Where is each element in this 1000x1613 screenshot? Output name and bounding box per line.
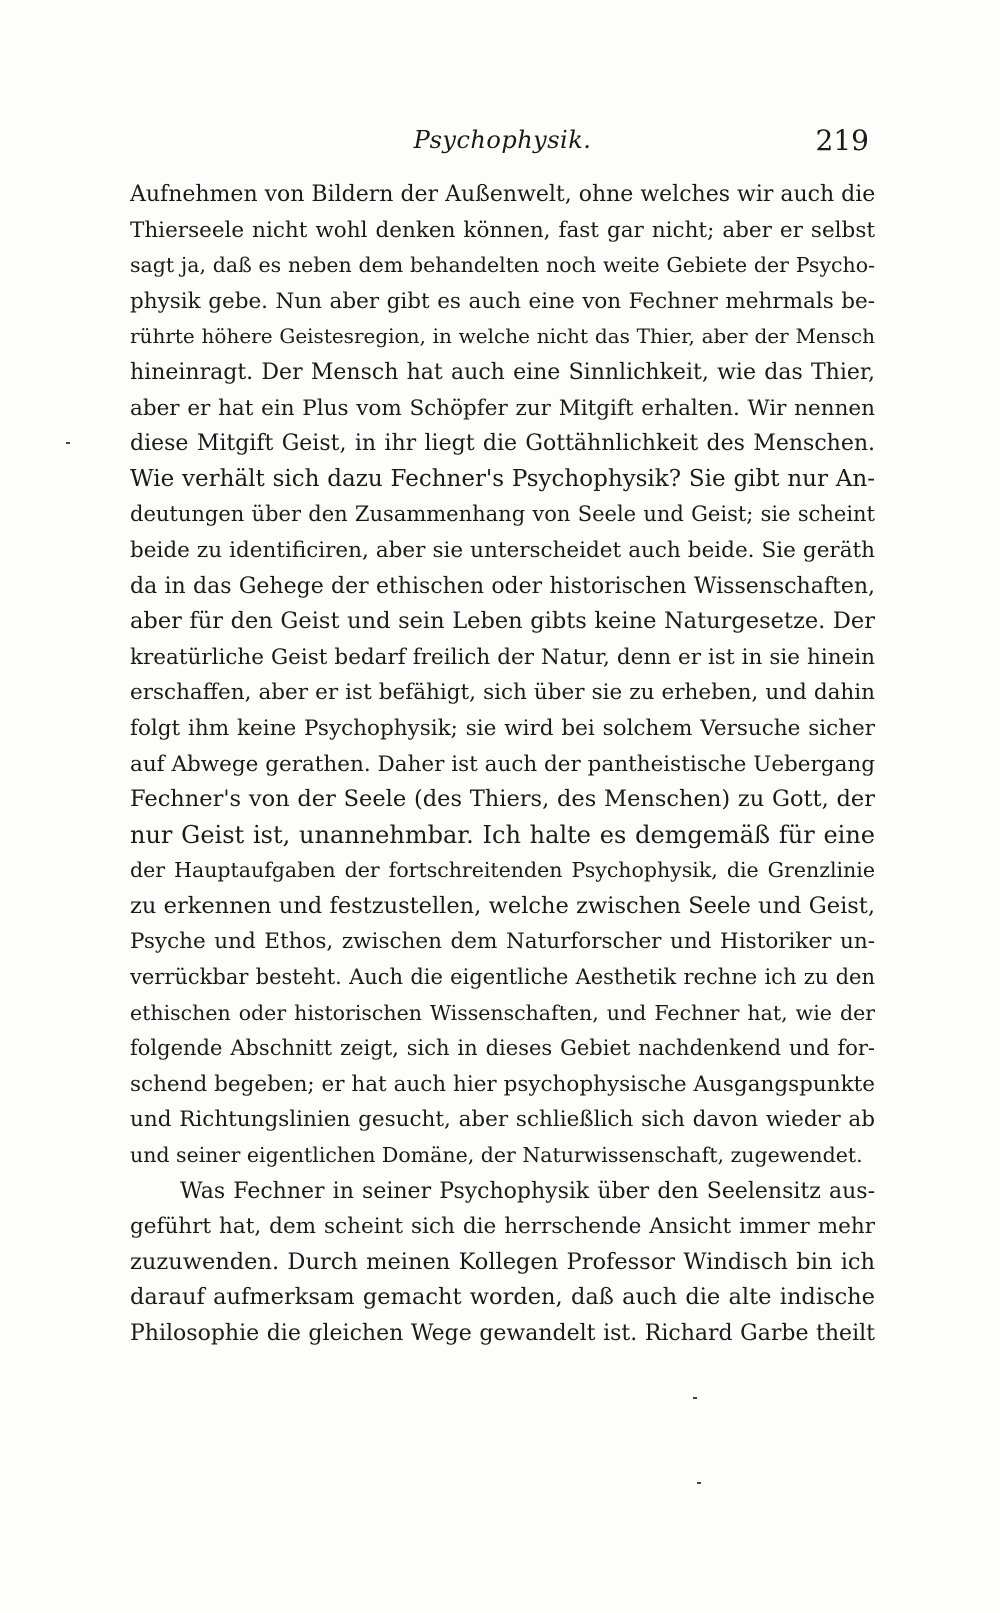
text-line: verrückbar besteht. Auch die eigentliche Aesthetik rechne ich zu den [130, 965, 875, 990]
text-line: Wie verhält sich dazu Fechner's Psychophysik? Sie gibt nur An- [130, 465, 875, 492]
text-line: rührte höhere Geistesregion, in welche nicht das Thier, aber der Mensch [130, 324, 875, 349]
running-head: Psychophysik. [413, 126, 592, 154]
page-header [130, 120, 875, 160]
text-line: aber für den Geist und sein Leben gibts keine Naturgesetze. Der [130, 608, 875, 635]
text-line: zu erkennen und festzustellen, welche zwischen Seele und Geist, [130, 892, 875, 919]
page-number: 219 [815, 124, 869, 157]
text-line: hineinragt. Der Mensch hat auch eine Sinnlichkeit, wie das Thier, [130, 359, 875, 385]
text-line: diese Mitgift Geist, in ihr liegt die Gottähnlichkeit des Menschen. [130, 431, 875, 457]
text-line: kreatürliche Geist bedarf freilich der Natur, denn er ist in sie hinein [130, 644, 875, 670]
text-line: Philosophie die gleichen Wege gewandelt ist. Richard Garbe theilt [130, 1321, 875, 1346]
text-line: schend begeben; er hat auch hier psychophysische Ausgangspunkte [130, 1071, 875, 1097]
text-line: folgende Abschnitt zeigt, sich in dieses Gebiet nachdenkend und for- [130, 1036, 875, 1061]
paragraph-1 [130, 177, 875, 1174]
text-line: Thierseele nicht wohl denken können, fast gar nicht; aber er selbst [130, 217, 875, 243]
text-line: zuzuwenden. Durch meinen Kollegen Professor Windisch bin ich [130, 1248, 875, 1275]
text-line: physik gebe. Nun aber gibt es auch eine von Fechner mehrmals be- [130, 288, 875, 314]
scan-speck [693, 1397, 697, 1399]
text-line: ethischen oder historischen Wissenschaften, und Fechner hat, wie der [130, 1000, 875, 1025]
text-line: auf Abwege gerathen. Daher ist auch der pantheistische Uebergang [130, 751, 875, 777]
text-line: folgt ihm keine Psychophysik; sie wird bei solchem Versuche sicher [130, 715, 875, 741]
text-line: da in das Gehege der ethischen oder historischen Wissenschaften, [130, 573, 875, 599]
text-line: aber er hat ein Plus vom Schöpfer zur Mitgift erhalten. Wir nennen [130, 395, 875, 421]
text-line: sagt ja, daß es neben dem behandelten noch weite Gebiete der Psycho- [130, 253, 875, 278]
body-text [130, 177, 875, 1352]
paragraph-2 [130, 1174, 875, 1352]
text-line: erschaffen, aber er ist befähigt, sich über sie zu erheben, und dahin [130, 680, 875, 706]
text-line: und Richtungslinien gesucht, aber schließlich sich davon wieder ab [130, 1107, 875, 1133]
text-line: Was Fechner in seiner Psychophysik über den Seelensitz aus- [180, 1178, 875, 1204]
text-line: der Hauptaufgaben der fortschreitenden Psychophysik, die Grenzlinie [130, 858, 875, 883]
scan-speck [697, 1482, 701, 1484]
text-line: deutungen über den Zusammenhang von Seele und Geist; sie scheint [130, 502, 875, 527]
text-line: Aufnehmen von Bildern der Außenwelt, ohne welches wir auch die [130, 182, 875, 207]
text-line: Fechner's von der Seele (des Thiers, des Menschen) zu Gott, der [130, 786, 875, 813]
text-line: Psyche und Ethos, zwischen dem Naturforscher und Historiker un- [130, 929, 875, 955]
text-line: darauf aufmerksam gemacht worden, daß auch die alte indische [130, 1284, 875, 1311]
text-line: geführt hat, dem scheint sich die herrschende Ansicht immer mehr [130, 1214, 875, 1240]
text-line: beide zu identificiren, aber sie unterscheidet auch beide. Sie geräth [130, 537, 875, 563]
text-line: nur Geist ist, unannehmbar. Ich halte es demgemäß für eine [130, 820, 875, 849]
text-line: und seiner eigentlichen Domäne, der Naturwissenschaft, zugewendet. [130, 1143, 863, 1168]
scan-speck [66, 442, 70, 444]
